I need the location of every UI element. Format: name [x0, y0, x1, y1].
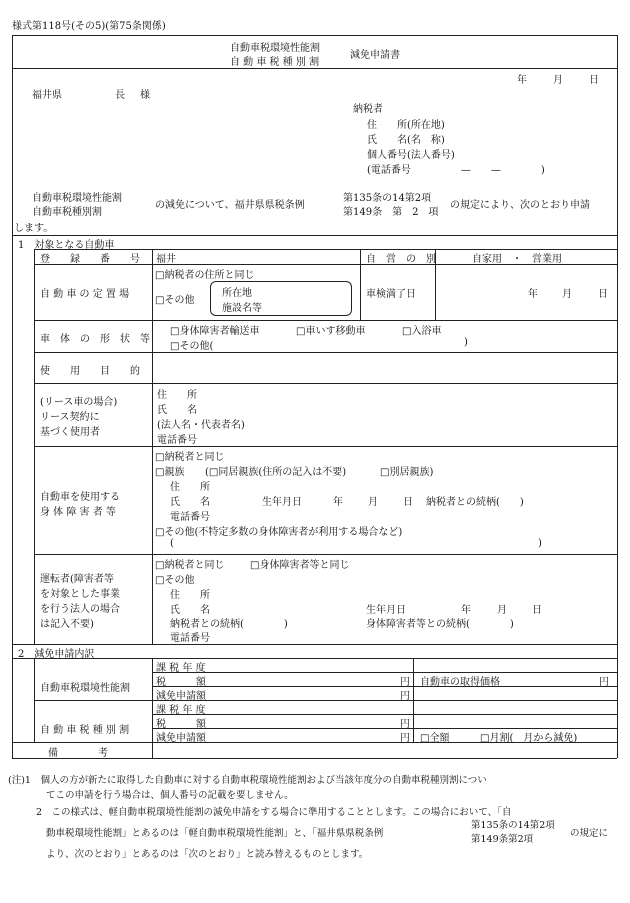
lease-label-2: リース契約に: [40, 412, 100, 423]
section2-title: 2 減免申請内訳: [18, 649, 95, 660]
storage-location-label: 自 動 車 の 定 置 場: [40, 289, 130, 300]
disabled-user-label-2: 身 体 障 害 者 等: [40, 507, 116, 518]
body-other-checkbox[interactable]: □ その他(: [170, 337, 213, 352]
full-exemption-checkbox[interactable]: □ 全額: [420, 729, 449, 744]
lease-label-3: 基づく使用者: [40, 427, 100, 438]
date-month: 月: [553, 75, 563, 86]
title-suffix: 減免申請書: [350, 50, 400, 61]
body-transport-checkbox[interactable]: □ 身体障害者輸送車: [170, 322, 259, 337]
owner-type-value[interactable]: 自家用 ・ 営業用: [472, 254, 562, 265]
loc-other-checkbox[interactable]: □ その他: [155, 291, 194, 306]
addressee-prefecture: 福井県: [32, 90, 62, 101]
tax-exemption-form: 様式第118号(その5)(第75条関係) 自動車税環境性能割 自 動 車 税 種 別 割 減免申請書 年 月 日 福井県 長 様 納税者 住 所(所在地) 氏 名(名 称) 個人番号(法人番号) (電話番号 — — ) 自動車税環境性能割 自動車税種別割 の減免について、福井県県税条例 第135条の14第2項 第149条 第 2 項 の規定により、次のとおり申請 します。 1 対象となる自動車 登 録 番 号 福井 自 営 の 別 自家用 ・ 営業用 自 動 車 の 定 置 場 □ 納税者の住所と同じ □ その他 所在地 施設名等 車検満了日 年 月 日 車 体 の 形 状 等 □ 身体障害者輸送車 □ 車いす移動車 □ 入浴車 □ その他( ) 使 用 目 的 (リース車の場合) リース契約に 基づく使用者 住 所 氏 名 (法人名・代表者名) 電話番号 自動車を使用する 身 体 障 害 者 等 □ 納税者と同じ □ 親族 (□同居親族(住所の記入は不要) □別居親族) 住 所 氏 名 生年月日 年 月 日 納税者との続柄( ) 電話番号 □ その他(不特定多数の身体障害者が利用する場合など) ( ) 運転者(障害者等 を対象とした事業 を行う法人の場合 は記入不要) □ 納税者と同じ □ 身体障害者等と同じ □ その他 住 所 氏 名 生年月日 年 月 日 納税者との続柄( ) 身体障害者等との続柄( ) 電話番号 2 減免申請内訳 自動車税環境性能割 課 税 年 度 税 額 減免申請額 円 円 自動車の取得価格 円 自 動 車 税 種 別 割 課 税 年 度 税 額 減免申請額 円 円 □ 全額 □ 月割( 月から減免) 備 考 (注)1 個人の方が新たに取得した自動車に対する自動車税環境性能割および当該年度分の自動車税種別割につい てこの申請を行う場合は、個人番号の記載を要しません。 2 この様式は、軽自動車税環境性能割の減免申請をする場合に準用することとします。この場合において、「自 動車税環境性能割」とあるのは「軽自動車税環境性能割」と、「福井県県税条例 第135条の14第2項 第149条第2項 の規定に より、次のとおり」とあるのは「次のとおり」と読み替えるものとします。: [0, 0, 630, 903]
user-separate-option[interactable]: □別居親族): [380, 467, 434, 478]
date-year: 年: [517, 75, 527, 86]
driver-other-checkbox[interactable]: □ その他: [155, 571, 194, 586]
driver-disabled-same-checkbox[interactable]: □ 身体障害者等と同じ: [250, 556, 349, 571]
monthly-exemption-checkbox[interactable]: □ 月割( 月から減免): [480, 729, 577, 744]
user-other-checkbox[interactable]: □ その他(不特定多数の身体障害者が利用する場合など): [155, 523, 402, 538]
taxpayer-name: 氏 名(名 称): [367, 135, 445, 146]
driver-label-1: 運転者(障害者等: [40, 574, 114, 585]
acquisition-price-label: 自動車の取得価格: [420, 677, 500, 688]
title-line2: 自 動 車 税 種 別 割: [230, 57, 320, 68]
purpose-field[interactable]: [156, 356, 611, 380]
owner-type-label: 自 営 の 別: [366, 254, 436, 265]
taxpayer-phone: (電話番号 — — ): [367, 165, 545, 176]
driver-same-checkbox[interactable]: □ 納税者と同じ: [155, 556, 224, 571]
user-cohabit-option[interactable]: (□同居親族(住所の記入は不要): [205, 467, 347, 478]
form-number: 様式第118号(その5)(第75条関係): [12, 21, 166, 32]
addressee-honorific: 様: [140, 90, 150, 101]
user-same-checkbox[interactable]: □ 納税者と同じ: [155, 448, 224, 463]
loc-address-label: 所在地: [222, 288, 252, 299]
lease-label-1: (リース車の場合): [40, 397, 118, 408]
body-bath-checkbox[interactable]: □ 入浴車: [402, 322, 441, 337]
body-wheelchair-checkbox[interactable]: □ 車いす移動車: [296, 322, 365, 337]
remarks-field[interactable]: [156, 744, 611, 756]
inspection-expiry-label: 車検満了日: [366, 289, 416, 300]
reg-number-value[interactable]: 福井: [156, 254, 176, 265]
body-shape-label: 車 体 の 形 状 等: [40, 334, 150, 345]
taxpayer-heading: 納税者: [353, 104, 383, 115]
taxpayer-address: 住 所(所在地): [367, 120, 445, 131]
driver-label-3: を行う法人の場合: [40, 604, 120, 615]
disabled-user-label-1: 自動車を使用する: [40, 492, 120, 503]
reg-number-label: 登 録 番 号: [40, 254, 140, 265]
taxpayer-number: 個人番号(法人番号): [367, 150, 455, 161]
title-line1: 自動車税環境性能割: [230, 43, 320, 54]
date-day: 日: [589, 75, 599, 86]
remarks-label: 備 考: [48, 748, 108, 759]
addressee-chief: 長: [115, 90, 125, 101]
type-tax-label: 自 動 車 税 種 別 割: [40, 725, 130, 736]
env-performance-label: 自動車税環境性能割: [40, 683, 130, 694]
section1-title: 1 対象となる自動車: [18, 240, 115, 251]
driver-label-2: を対象とした事業: [40, 589, 120, 600]
loc-same-checkbox[interactable]: □ 納税者の住所と同じ: [155, 266, 254, 281]
purpose-label: 使 用 目 的: [40, 366, 140, 377]
user-relative-checkbox[interactable]: □ 親族: [155, 463, 184, 478]
driver-label-4: は記入不要): [40, 619, 94, 630]
loc-facility-label: 施設名等: [222, 303, 262, 314]
